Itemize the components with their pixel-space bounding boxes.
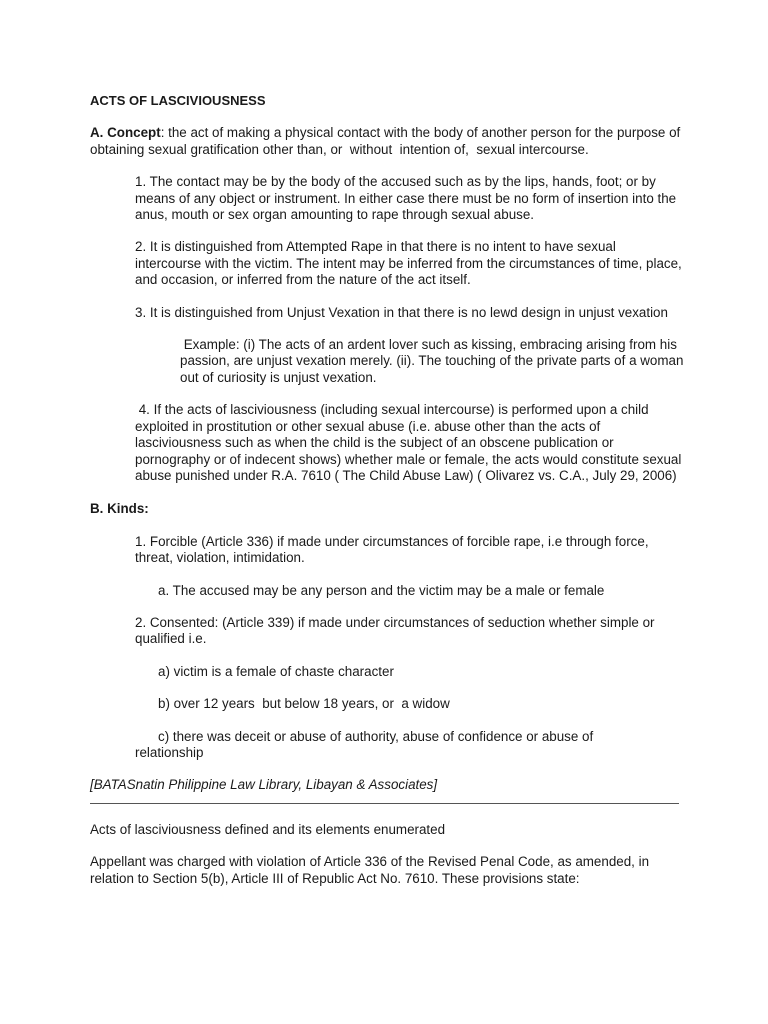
kind-2c: [90, 729, 690, 762]
section2-paragraph: Appellant was charged with violation of Article 336 of the Revised Penal Code, as amended, in relation to Section 5(b), Article III of Republic Act No. 7610. These provisions state:: [90, 854, 653, 886]
kind-1: 1. Forcible (Article 336) if made under circumstances of forcible rape, i.e through force, threat, violation, intimidation.: [135, 533, 653, 566]
concept-text: : the act of making a physical contact with the body of another person for the purpose of obtaining sexual gratification other than, or without intention of, sexual intercourse.: [90, 125, 684, 157]
section-divider: [90, 803, 679, 804]
concept-point-3: 3. It is distinguished from Unjust Vexation in that there is no lewd design in unjust vexation: [135, 304, 668, 320]
kind-2: 2. Consented: (Article 339) if made under circumstances of seduction whether simple or qualified i.e.: [135, 614, 659, 647]
kind-2c-line-2: relationship: [135, 744, 204, 760]
document-page: [90, 93, 690, 887]
concept-point-2: 2. It is distinguished from Attempted Rape in that there is no intent to have sexual intercourse with the victim. The intent may be inferred from the circumstances of time, place, and occasion, or inferred from the nature of the act itself.: [135, 239, 686, 288]
kind-1a: a. The accused may be any person and the victim may be a male or female: [158, 582, 605, 598]
kind-2c-line-1: c) there was deceit or abuse of authority, abuse of confidence or abuse of: [158, 728, 594, 744]
citation: [BATASnatin Philippine Law Library, Libayan & Associates]: [90, 777, 438, 793]
example-paragraph: Example: (i) The acts of an ardent lover such as kissing, embracing arising from his passion, are unjust vexation merely. (ii). The touching of the private parts of a woman out of curiosity is unjust vexation.: [180, 337, 688, 385]
concept-point-4: 4. If the acts of lasciviousness (including sexual intercourse) is performed upon a child exploited in prostitution or other sexual abuse (i.e. abuse other than the acts of lasciviousness such as when the child is the subject of an obscene publication or pornography or of indecent shows) whether male or female, the acts would constitute sexual abuse punished under R.A. 7610 ( The Child Abuse Law) ( Olivarez vs. C.A., July 29, 2006): [135, 402, 686, 483]
kind-2b: b) over 12 years but below 18 years, or a widow: [158, 696, 450, 712]
document-title: ACTS OF LASCIVIOUSNESS: [90, 93, 266, 108]
kind-2a: a) victim is a female of chaste character: [158, 663, 394, 679]
concept-point-1: 1. The contact may be by the body of the accused such as by the lips, hands, foot; or by means of any object or instrument. In either case there must be no form of insertion into the anus, mouth or sex organ amounting to rape through sexual abuse.: [135, 174, 680, 223]
section2-heading: Acts of lasciviousness defined and its elements enumerated: [90, 821, 446, 837]
concept-label: A. Concept: [90, 125, 161, 141]
concept-paragraph: [90, 125, 690, 158]
kinds-heading: B. Kinds:: [90, 501, 149, 517]
